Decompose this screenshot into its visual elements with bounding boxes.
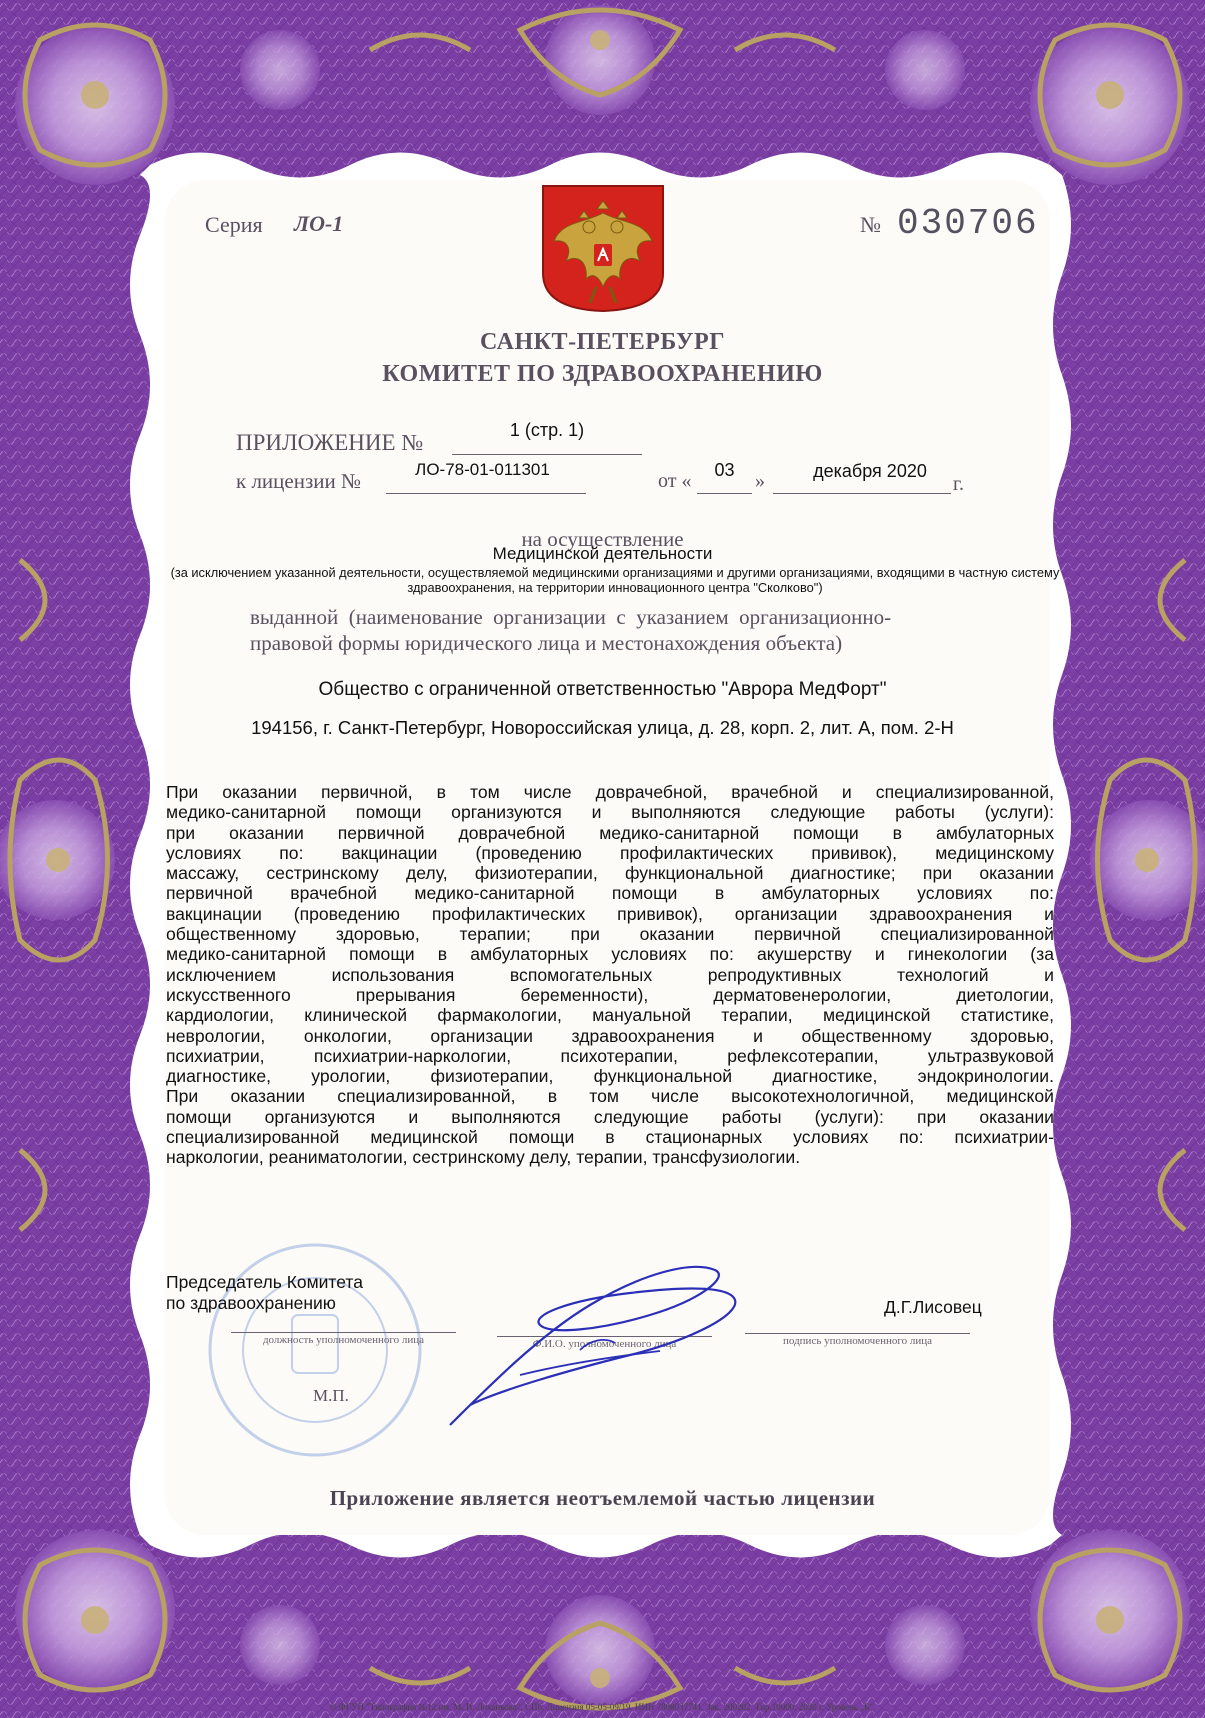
- date-month-underline: [773, 493, 951, 494]
- services-text: [166, 782, 1054, 1168]
- signatory-name: Д.Г.Лисовец: [884, 1297, 982, 1317]
- services-line: неврологии, онкологии, организации здравоохранения и общественному здоровью,: [166, 1025, 1054, 1046]
- services-line: первичной врачебной медико-санитарной помощи в амбулаторных условиях по:: [166, 883, 1054, 904]
- coat-of-arms-emblem: [540, 183, 666, 313]
- issued-to-label-2: правовой формы юридического лица и местонахождения объекта): [250, 631, 843, 655]
- services-line: При оказании специализированной, в том числе высокотехнологичной, медицинской: [166, 1086, 1054, 1107]
- date-prefix: от «: [658, 470, 692, 492]
- organization-name: Общество с ограниченной ответственностью "Аврора МедФорт": [318, 679, 887, 700]
- services-line: диагностике, урологии, физиотерапии, функциональной диагностике, эндокринологии.: [166, 1066, 1054, 1087]
- services-line: При оказании первичной, в том числе доврачебной, врачебной и специализированной,: [166, 782, 1054, 802]
- services-line: медико-санитарной помощи организуются и выполняются следующие работы (услуги):: [166, 802, 1054, 823]
- services-line: искусственного прерывания беременности), дерматовенерологии, диетологии,: [166, 984, 1054, 1005]
- license-label: к лицензии №: [236, 469, 362, 493]
- date-day: 03: [714, 460, 735, 480]
- caption-signature: подпись уполномоченного лица: [783, 1335, 932, 1347]
- license-number-underline: [386, 493, 586, 494]
- caption-position: должность уполномоченного лица: [262, 1334, 425, 1346]
- issued-to-label-1: выданной (наименование организации с указанием организационно-: [250, 605, 892, 629]
- appendix-label: ПРИЛОЖЕНИЕ №: [236, 430, 424, 455]
- print-info: © ФГУП "Типография №12 им. М. И. Лоханкова". СПб. Лицензия 05-05-09/19. ИНН 7808037741. Зак. 200202. Тир.10000. 2020 г. Уровень „Б".: [329, 1702, 876, 1712]
- services-line: кардиологии, клинической фармакологии, мануальной терапии, медицинской статистике,: [166, 1005, 1054, 1026]
- activity-name: Медицинской деятельности: [492, 544, 713, 563]
- position-underline: [231, 1332, 456, 1333]
- date-suffix: г.: [953, 473, 964, 495]
- services-line: специализированной медицинской помощи в стационарных условиях по: психиатрии-: [166, 1127, 1054, 1148]
- services-line: вакцинации (проведению профилактических прививок), организации здравоохранения и: [166, 903, 1054, 924]
- seal-place: М.П.: [313, 1386, 349, 1405]
- number-label: №: [860, 212, 881, 237]
- series-label: Серия: [205, 212, 263, 237]
- date-mid: »: [755, 470, 765, 492]
- series-value: ЛО-1: [294, 211, 344, 236]
- activity-note: (за исключением указанной деятельности, осуществляемой медицинскими организациями и другими организациями, входящими в частную систему здравоохранения, на территории инновационного центра "Сколково"): [170, 565, 1060, 595]
- caption-name: Ф.И.О. уполномоченного лица: [532, 1338, 677, 1350]
- issuer-city: САНКТ-ПЕТЕРБУРГ: [480, 329, 725, 355]
- services-line: помощи организуются и выполняются следующие работы (услуги): при оказании: [166, 1106, 1054, 1127]
- appendix-statement: Приложение является неотъемлемой частью лицензии: [329, 1486, 876, 1510]
- services-line: медико-санитарной помощи в амбулаторных условиях по: акушерству и гинекологии (за: [166, 944, 1054, 965]
- services-line: исключением использования вспомогательных репродуктивных технологий и: [166, 964, 1054, 985]
- services-line: общественному здоровью, терапии; при оказании первичной специализированной: [166, 924, 1054, 945]
- issuer-committee: КОМИТЕТ ПО ЗДРАВООХРАНЕНИЮ: [382, 361, 823, 387]
- official-stamp: [200, 1235, 430, 1465]
- services-line: психиатрии, психиатрии-наркологии, психотерапии, рефлексотерапии, ультразвуковой: [166, 1045, 1054, 1066]
- signatory-position-2: по здравоохранению: [166, 1293, 336, 1313]
- services-line: при оказании первичной доврачебной медико-санитарной помощи в амбулаторных: [166, 822, 1054, 843]
- signature-underline: [745, 1333, 970, 1334]
- services-line: наркологии, реаниматологии, сестринскому делу, терапии, трансфузиологии.: [166, 1147, 801, 1168]
- appendix-underline: [452, 454, 642, 455]
- appendix-number: 1 (стр. 1): [509, 420, 585, 440]
- date-month-year: декабря 2020: [813, 461, 927, 481]
- activity-intro: на осуществление: [521, 527, 684, 551]
- handwritten-signature: [430, 1255, 760, 1435]
- organization-address: 194156, г. Санкт-Петербург, Новороссийская улица, д. 28, корп. 2, лит. А, пом. 2-Н: [251, 717, 954, 738]
- form-number: 030706: [897, 203, 1039, 244]
- license-number: ЛО-78-01-011301: [415, 460, 550, 479]
- services-line: массажу, сестринскому делу, физиотерапии, функциональной диагностике; при оказании: [166, 863, 1054, 884]
- signatory-position-1: Председатель Комитета: [166, 1272, 363, 1292]
- services-line: условиях по: вакцинации (проведению профилактических прививок), медицинскому: [166, 842, 1054, 863]
- date-day-underline: [697, 493, 752, 494]
